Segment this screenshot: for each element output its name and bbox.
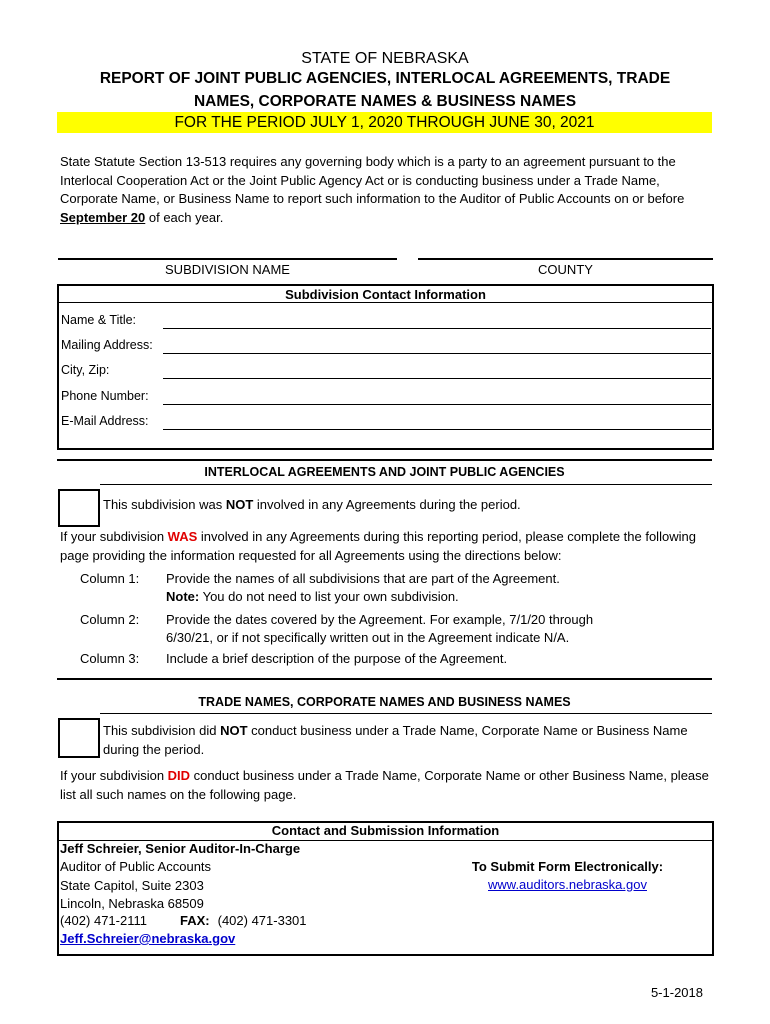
form-revision-date: 5-1-2018 <box>650 985 703 1000</box>
trade-text-end: conduct business under a Trade Name, Corporate Name or other Business Name, please list all such names on the following page. <box>60 768 709 802</box>
column2-instruction-cont: 6/30/21, or if not specifically written out in the Agreement indicate N/A. <box>166 630 570 645</box>
column3-instruction: Include a brief description of the purpose of the Agreement. <box>166 651 508 666</box>
contact-email-link[interactable]: Jeff.Schreier@nebraska.gov <box>60 931 236 946</box>
fax-label: FAX: <box>179 913 210 928</box>
contact-phone-fax <box>60 912 307 931</box>
interlocal-bottom-rule <box>100 484 712 485</box>
column2-instruction: Provide the dates covered by the Agreement. For example, 7/1/20 through <box>166 612 594 627</box>
phone-number-field[interactable] <box>163 404 711 405</box>
electronic-submit-label: To Submit Form Electronically: <box>471 859 664 874</box>
no-agreements-not: NOT <box>225 497 254 512</box>
no-trade-names-text-end: conduct business under a Trade Name, Corporate Name or Business Name during the period. <box>103 723 688 757</box>
column2-label: Column 2: <box>80 612 140 627</box>
column1-instruction: Provide the names of all subdivisions that are part of the Agreement. <box>166 571 560 586</box>
no-trade-names-statement <box>103 722 703 759</box>
contact-organization: Auditor of Public Accounts <box>60 859 212 874</box>
reporting-period: FOR THE PERIOD JULY 1, 2020 THROUGH JUNE 30, 2021 <box>57 112 712 133</box>
trade-heading: TRADE NAMES, CORPORATE NAMES AND BUSINESS NAMES <box>198 695 571 709</box>
name-title-field[interactable] <box>163 328 711 329</box>
intro-text-end: of each year. <box>145 209 224 225</box>
report-title-line2: NAMES, CORPORATE NAMES & BUSINESS NAMES <box>193 93 577 110</box>
email-address-field[interactable] <box>163 429 711 430</box>
city-zip-label: City, Zip: <box>61 363 110 377</box>
county-label: COUNTY <box>538 262 593 277</box>
mailing-address-field[interactable] <box>163 353 711 354</box>
column1-note-label: Note: <box>166 589 200 604</box>
no-agreements-text-end: involved in any Agreements during the period. <box>253 497 521 512</box>
trade-did: DID <box>167 768 191 783</box>
trade-bottom-rule <box>100 713 712 714</box>
trade-text: If your subdivision <box>60 768 168 783</box>
no-agreements-text: This subdivision was <box>103 497 226 512</box>
no-agreements-checkbox[interactable] <box>58 489 100 527</box>
contact-address-line2: Lincoln, Nebraska 68509 <box>60 896 204 911</box>
county-line[interactable] <box>418 258 713 260</box>
no-trade-names-checkbox[interactable] <box>58 718 100 758</box>
deadline-date: September 20 <box>60 209 146 225</box>
contact-person: Jeff Schreier, Senior Auditor-In-Charge <box>60 841 301 856</box>
contact-phone: (402) 471-2111 <box>60 913 147 928</box>
column3-label: Column 3: <box>80 651 140 666</box>
agreements-text-end: involved in any Agreements during this reporting period, please complete the following page providing the information requested for all Agreements using the directions below: <box>60 529 696 563</box>
phone-number-label: Phone Number: <box>61 389 149 403</box>
column1-note-text: You do not need to list your own subdivision. <box>199 589 459 604</box>
contact-email-wrap <box>60 930 235 949</box>
no-agreements-statement <box>103 496 708 515</box>
agreements-was: WAS <box>167 529 198 544</box>
website-link[interactable]: www.auditors.nebraska.gov <box>488 877 647 892</box>
interlocal-top-rule <box>57 459 712 461</box>
column1-label: Column 1: <box>80 571 140 586</box>
no-trade-names-text: This subdivision did <box>103 723 221 738</box>
no-trade-names-not: NOT <box>220 723 248 738</box>
contact-fax: (402) 471-3301 <box>217 913 307 928</box>
name-title-label: Name & Title: <box>61 313 137 327</box>
trade-names-instructions <box>60 767 715 804</box>
intro-paragraph <box>60 153 715 227</box>
state-heading: STATE OF NEBRASKA <box>301 50 469 67</box>
email-address-label: E-Mail Address: <box>61 414 149 428</box>
contact-address-line1: State Capitol, Suite 2303 <box>60 878 204 893</box>
contact-info-box <box>57 284 714 450</box>
agreements-instructions <box>60 528 715 565</box>
contact-info-heading: Subdivision Contact Information <box>285 287 486 302</box>
trade-top-rule <box>57 678 712 680</box>
column1-note <box>166 588 711 607</box>
city-zip-field[interactable] <box>163 378 711 379</box>
contact-header-divider <box>57 302 714 303</box>
subdivision-name-line[interactable] <box>58 258 397 260</box>
submission-heading: Contact and Submission Information <box>271 823 500 838</box>
report-title-line1: REPORT OF JOINT PUBLIC AGENCIES, INTERLOCAL AGREEMENTS, TRADE <box>99 70 671 87</box>
intro-text: State Statute Section 13-513 requires any governing body which is a party to an agreement pursuant to the Interlocal Cooperation Act or the Joint Public Agency Act or is conducting business under a Trade Name, Corporate Name, or Business Name to report such information to the Auditor of Public Accounts on or before <box>60 154 685 206</box>
website-link-wrap <box>460 876 675 895</box>
agreements-text: If your subdivision <box>60 529 168 544</box>
subdivision-name-label: SUBDIVISION NAME <box>165 262 290 277</box>
mailing-address-label: Mailing Address: <box>61 338 153 352</box>
interlocal-heading: INTERLOCAL AGREEMENTS AND JOINT PUBLIC AGENCIES <box>204 465 565 479</box>
